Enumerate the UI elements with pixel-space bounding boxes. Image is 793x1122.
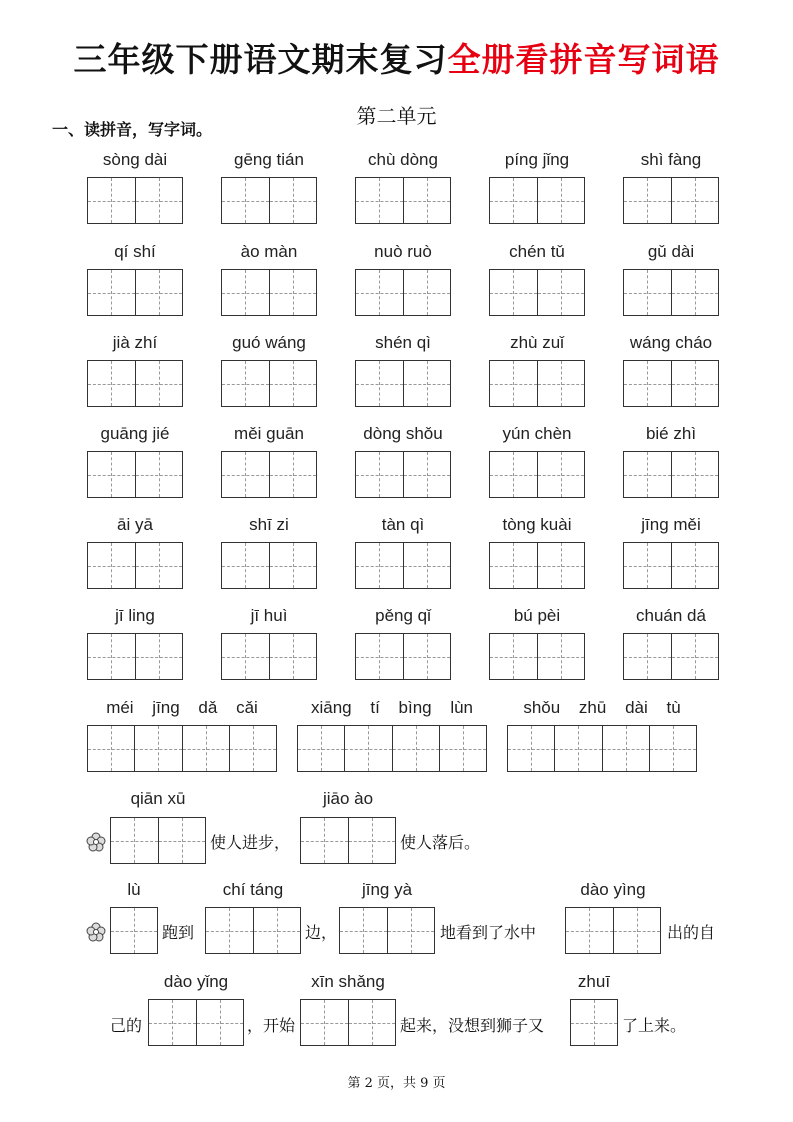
answer-box[interactable] (87, 269, 183, 316)
pinyin-label: dòng shǒu (363, 424, 443, 443)
pinyin-label: chí táng (222, 880, 284, 899)
pinyin-label: pěng qǐ (375, 606, 431, 625)
answer-box[interactable] (489, 177, 585, 224)
pinyin-label: zhuī (577, 972, 611, 991)
pinyin-label: nuò ruò (374, 242, 432, 261)
answer-box[interactable] (87, 360, 183, 407)
answer-box[interactable] (87, 177, 183, 224)
sentence-text: 地看到了水中 (440, 923, 537, 942)
pinyin-label: sòng dài (102, 150, 168, 169)
pinyin-label: gēng tián (234, 150, 304, 169)
answer-box[interactable] (87, 725, 277, 772)
pinyin-label: tòng kuài (502, 515, 572, 534)
answer-box[interactable] (297, 725, 487, 772)
pinyin-label: měi guān (234, 424, 304, 443)
answer-box[interactable] (355, 177, 451, 224)
answer-box[interactable] (355, 633, 451, 680)
pinyin-label: qiān xū (130, 789, 186, 808)
sentence-text: 出的自 (667, 923, 716, 942)
pinyin-label: jià zhí (112, 333, 158, 352)
pinyin-label: dào yǐng (163, 972, 229, 991)
title-main: 三年级下册语文期末复习 (73, 40, 448, 79)
answer-box[interactable] (355, 542, 451, 589)
pinyin-label: yún chèn (502, 424, 572, 443)
pinyin-label: jīng měi (641, 515, 701, 534)
answer-box[interactable] (87, 542, 183, 589)
pinyin-label: jī huì (250, 606, 288, 625)
page-footer: 第 2 页，共 9 页 (347, 1076, 446, 1091)
pinyin-label: shén qì (375, 333, 431, 352)
pinyin-label: jiāo ào (322, 789, 374, 808)
answer-box[interactable] (623, 360, 719, 407)
sentence-text: 跑到 (162, 923, 195, 942)
sentence-text: 了上来。 (622, 1016, 687, 1035)
sentence-text: 使人落后。 (400, 833, 481, 852)
sentence-text: 起来，没想到狮子又 (400, 1016, 545, 1035)
answer-box[interactable] (489, 360, 585, 407)
answer-box[interactable] (87, 451, 183, 498)
pinyin-label: shī zi (249, 515, 289, 534)
pinyin-label: shì fàng (640, 150, 702, 169)
title-highlight: 全册看拼音写词语 (447, 40, 720, 79)
pinyin-label: lù (127, 880, 141, 899)
pinyin-label: chù dòng (368, 150, 438, 169)
answer-box[interactable] (110, 907, 158, 954)
flower-icon (86, 832, 106, 852)
answer-box[interactable] (221, 360, 317, 407)
answer-box[interactable] (300, 999, 396, 1046)
pinyin-label: jī ling (115, 606, 155, 625)
answer-box[interactable] (565, 907, 661, 954)
answer-box[interactable] (221, 633, 317, 680)
flower-icon (86, 922, 106, 942)
answer-box[interactable] (221, 269, 317, 316)
section-heading: 一、读拼音，写字词。 (52, 120, 213, 139)
pinyin-label: chuán dá (636, 606, 706, 625)
answer-box[interactable] (570, 999, 618, 1046)
answer-box[interactable] (623, 177, 719, 224)
answer-box[interactable] (623, 633, 719, 680)
sentence-text: 使人进步， (210, 833, 291, 852)
answer-box[interactable] (87, 633, 183, 680)
sentence-text: 己的 (110, 1016, 143, 1035)
pinyin-label: guāng jié (100, 424, 170, 443)
answer-box[interactable] (148, 999, 244, 1046)
pinyin-label: āi yā (117, 515, 153, 534)
page-title (0, 34, 793, 81)
answer-box[interactable] (623, 542, 719, 589)
answer-box[interactable] (355, 451, 451, 498)
answer-box[interactable] (507, 725, 697, 772)
pinyin-label: jīng yà (361, 880, 413, 899)
answer-box[interactable] (221, 451, 317, 498)
answer-box[interactable] (221, 177, 317, 224)
answer-box[interactable] (489, 542, 585, 589)
answer-box[interactable] (110, 817, 206, 864)
pinyin-label: chén tǔ (509, 242, 565, 261)
pinyin-label: méi jīng dǎ cǎi (106, 698, 258, 717)
answer-box[interactable] (489, 633, 585, 680)
answer-box[interactable] (355, 360, 451, 407)
answer-box[interactable] (623, 451, 719, 498)
answer-box[interactable] (221, 542, 317, 589)
pinyin-label: píng jǐng (504, 150, 570, 169)
pinyin-label: shǒu zhū dài tù (523, 698, 681, 717)
pinyin-label: qí shí (114, 242, 156, 261)
pinyin-label: xīn shǎng (311, 972, 385, 991)
answer-box[interactable] (300, 817, 396, 864)
answer-box[interactable] (623, 269, 719, 316)
pinyin-label: xiāng tí bìng lùn (310, 698, 474, 717)
answer-box[interactable] (489, 269, 585, 316)
answer-box[interactable] (489, 451, 585, 498)
pinyin-label: bié zhì (645, 424, 697, 443)
pinyin-label: gǔ dài (647, 242, 695, 261)
pinyin-label: zhù zuǐ (510, 333, 564, 352)
answer-box[interactable] (205, 907, 301, 954)
pinyin-label: wáng cháo (629, 333, 713, 352)
sentence-text: ，开始 (247, 1016, 296, 1035)
pinyin-label: bú pèi (513, 606, 561, 625)
pinyin-label: ào màn (240, 242, 298, 261)
unit-heading: 第二单元 (356, 104, 437, 128)
pinyin-label: dào yìng (580, 880, 646, 899)
answer-box[interactable] (339, 907, 435, 954)
pinyin-label: tàn qì (381, 515, 425, 534)
pinyin-label: guó wáng (232, 333, 306, 352)
sentence-text: 边， (305, 923, 338, 942)
answer-box[interactable] (355, 269, 451, 316)
